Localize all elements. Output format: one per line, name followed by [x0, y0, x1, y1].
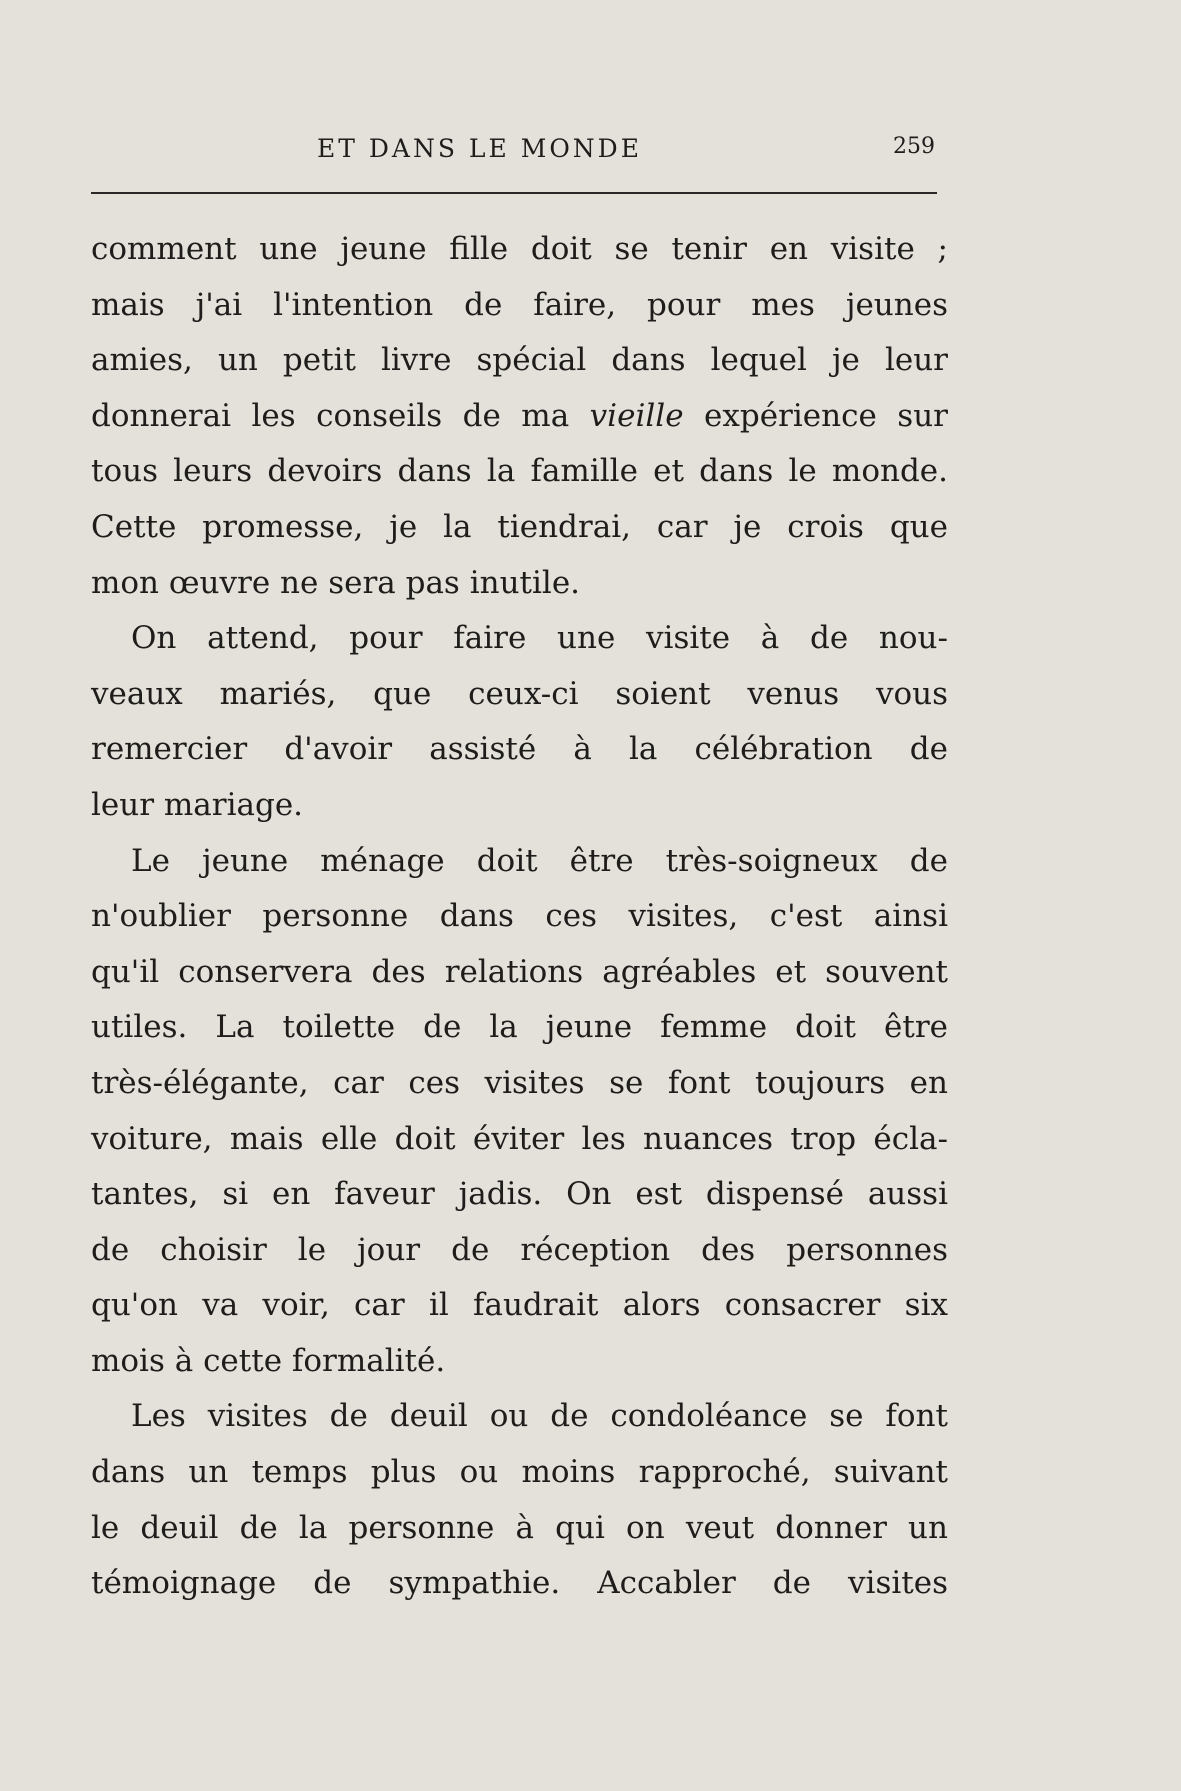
- text-line: Les visites de deuil ou de condoléance se font: [131, 1398, 948, 1435]
- text-line: [91, 389, 948, 445]
- text-line: mais j'ai l'intention de faire, pour mes jeunes: [91, 286, 948, 323]
- text-line: tantes, si en faveur jadis. On est dispensé aussi: [91, 1176, 948, 1213]
- text-line: Le jeune ménage doit être très-soigneux de: [131, 842, 948, 879]
- text-line: utiles. La toilette de la jeune femme doit être: [91, 1009, 948, 1046]
- text-line: On attend, pour faire une visite à de nou-: [131, 620, 948, 657]
- text-line: Cette promesse, je la tiendrai, car je crois que: [91, 508, 948, 545]
- text-line: le deuil de la personne à qui on veut donner un: [91, 1509, 948, 1546]
- text-line: dans un temps plus ou moins rapproché, suivant: [91, 1454, 948, 1491]
- text-segment: expérience sur: [683, 397, 948, 434]
- text-line: de choisir le jour de réception des personnes: [91, 1231, 948, 1268]
- text-line: veaux mariés, que ceux-ci soient venus vous: [91, 675, 948, 712]
- text-line: qu'il conservera des relations agréables et souvent: [91, 953, 948, 990]
- text-line: n'oublier personne dans ces visites, c'est ainsi: [91, 898, 948, 935]
- text-line: comment une jeune fille doit se tenir en visite ;: [91, 231, 948, 267]
- text-line: très-élégante, car ces visites se font toujours en: [91, 1064, 948, 1101]
- page-number: 259: [893, 134, 935, 159]
- header-rule: [91, 192, 937, 194]
- body-text: [91, 222, 948, 1612]
- text-line: mois à cette formalité.: [91, 1342, 446, 1379]
- text-line: voiture, mais elle doit éviter les nuances trop écla-: [91, 1120, 948, 1157]
- text-line: mon œuvre ne sera pas inutile.: [91, 564, 581, 601]
- text-line: leur mariage.: [91, 786, 304, 823]
- text-line: remercier d'avoir assisté à la célébration de: [91, 731, 948, 768]
- text-line: tous leurs devoirs dans la famille et dans le monde.: [91, 453, 948, 490]
- text-line: qu'on va voir, car il faudrait alors consacrer six: [91, 1287, 948, 1324]
- text-line: amies, un petit livre spécial dans lequel je leur: [91, 342, 948, 379]
- text-line: témoignage de sympathie. Accabler de visites: [91, 1565, 948, 1602]
- text-segment: donnerai les conseils de ma: [91, 397, 590, 434]
- running-header: ET DANS LE MONDE: [317, 134, 642, 163]
- italic-word: vieille: [589, 397, 684, 434]
